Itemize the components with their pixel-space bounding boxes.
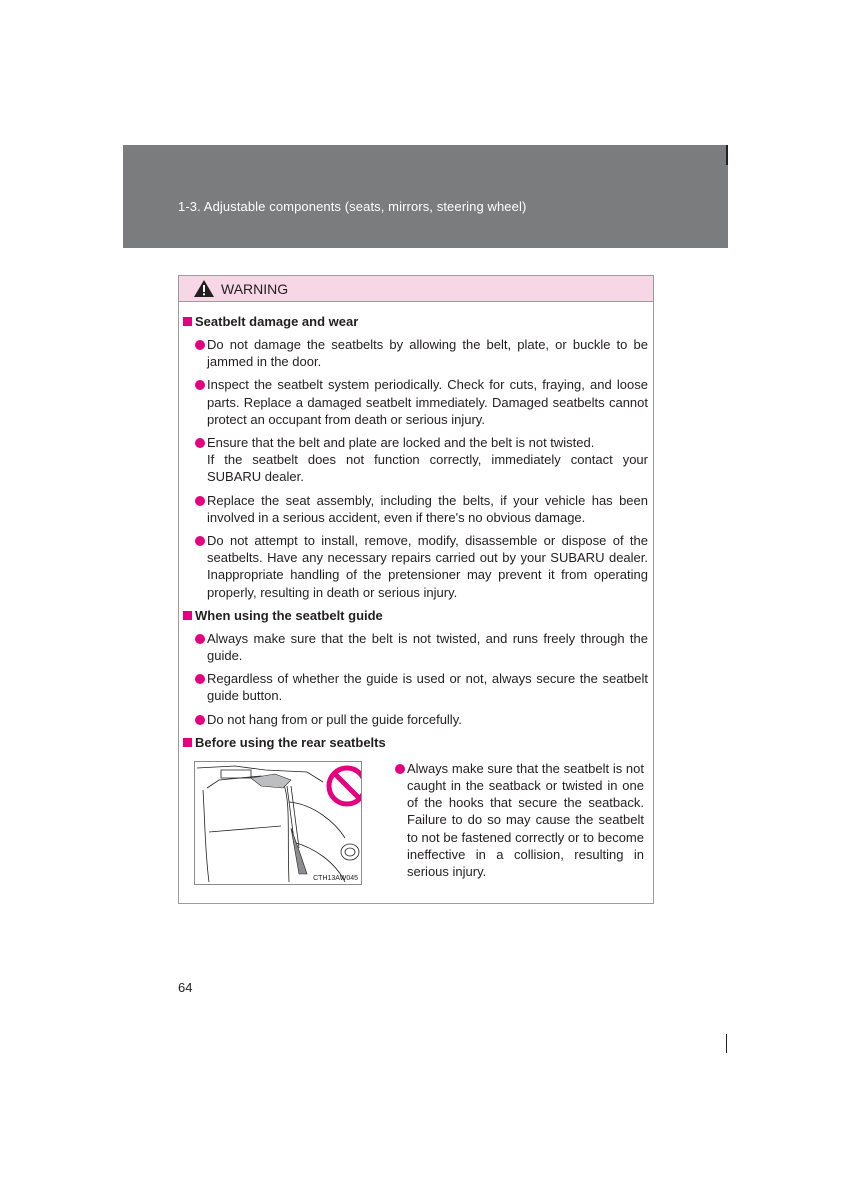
warning-content (179, 313, 653, 885)
item-text: Ensure that the belt and plate are locked and the belt is not twisted. (207, 435, 595, 451)
item-text: Replace the seat assembly, including the belts, if your vehicle has been involved in a serious accident, even if there's no obvious damage. (207, 492, 648, 525)
list-item (195, 376, 648, 428)
list-item (195, 434, 648, 486)
bullet-icon (195, 536, 205, 546)
section-header-title: 1-3. Adjustable components (seats, mirrors, steering wheel) (178, 199, 527, 214)
item-text: Do not attempt to install, remove, modify, disassemble or dispose of the seatbelts. Have any necessary repairs carried out by your SUBARU dealer. Inappropriate handling of the pretensioner may prevent it from operating properly, resulting in death or serious injury. (207, 533, 648, 600)
warning-box (178, 275, 654, 904)
item-text: Inspect the seatbelt system periodically. Check for cuts, fraying, and loose parts. Replace a damaged seatbelt immediately. Damaged seatbelts cannot protect an occupant from death or serious injury. (207, 377, 648, 427)
list-item (195, 711, 648, 728)
section-title: When using the seatbelt guide (195, 607, 383, 623)
item-text: Always make sure that the seatbelt is not caught in the seatback or twisted in one of the hooks that secure the seatback. Failure to do so may cause the seatbelt to not be fastened correctly or to become ineffective in a collision, resulting in serious injury. (407, 760, 644, 880)
bullet-icon (195, 715, 205, 725)
item-text: Do not hang from or pull the guide forcefully. (207, 711, 462, 727)
header-band (123, 145, 728, 248)
bullet-icon (395, 764, 405, 774)
warning-triangle-icon (193, 279, 215, 298)
list-item (395, 760, 644, 885)
page-edge-mark (726, 1034, 727, 1053)
section-heading (183, 313, 653, 330)
illustration-code: CTH13AW045 (313, 874, 358, 882)
section-heading (183, 734, 653, 751)
list-item (195, 630, 648, 664)
bullet-icon (195, 496, 205, 506)
list-item (195, 492, 648, 526)
prohibition-icon (329, 768, 361, 804)
list-item (195, 670, 648, 704)
square-bullet-icon (183, 611, 192, 620)
warning-header (179, 276, 653, 302)
item-text: Do not damage the seatbelts by allowing the belt, plate, or buckle to be jammed in the door. (207, 337, 648, 370)
bullet-icon (195, 438, 205, 448)
header-edge-mark (726, 145, 728, 165)
list-item (195, 336, 648, 370)
rear-seatbelt-row (179, 761, 653, 885)
warning-label: WARNING (221, 280, 289, 297)
bullet-icon (195, 380, 205, 390)
bullet-icon (195, 340, 205, 350)
square-bullet-icon (183, 317, 192, 326)
square-bullet-icon (183, 738, 192, 747)
item-text: Always make sure that the belt is not twisted, and runs freely through the guide. (207, 630, 648, 664)
item-text-continuation: If the seatbelt does not function correctly, immediately contact your SUBARU dealer. (207, 452, 648, 485)
bullet-icon (195, 674, 205, 684)
item-text: Regardless of whether the guide is used or not, always secure the seatbelt guide button. (207, 671, 648, 704)
rear-seat-drawing (195, 762, 361, 884)
list-item (195, 532, 648, 601)
section-title: Seatbelt damage and wear (195, 314, 359, 329)
page-number: 64 (178, 980, 193, 995)
seatbelt-illustration (194, 761, 362, 885)
section-heading (183, 607, 653, 624)
bullet-icon (195, 634, 205, 644)
section-title: Before using the rear seatbelts (195, 734, 386, 750)
